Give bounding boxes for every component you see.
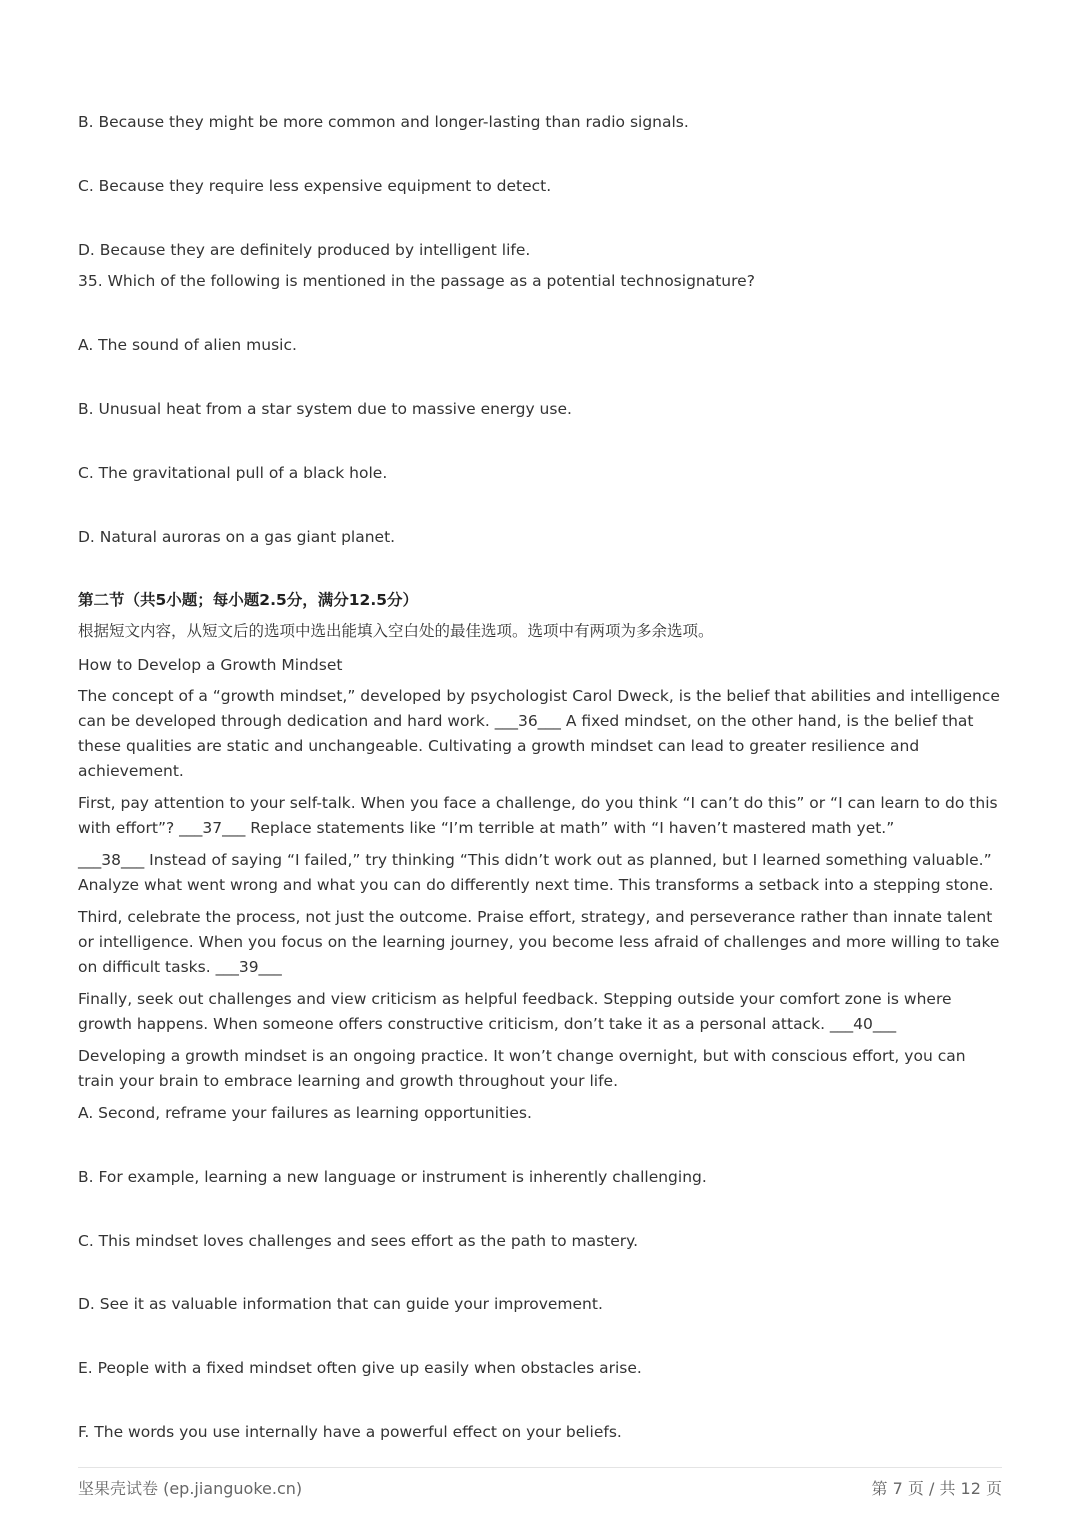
section2-option-f: F. The words you use internally have a powerful effect on your beliefs. xyxy=(78,1423,622,1441)
section2-option-d: D. See it as valuable information that can guide your improvement. xyxy=(78,1295,603,1313)
q35-option-c: C. The gravitational pull of a black hole. xyxy=(78,464,388,482)
q34-option-c: C. Because they require less expensive equipment to detect. xyxy=(78,177,552,195)
passage-paragraph-4: Third, celebrate the process, not just the outcome. Praise effort, strategy, and perseverance rather than innate talent or intelligence. When you focus on the learning journey, you become less afraid of challenges and more willing to take on difficult tasks. ___39___ xyxy=(78,908,1000,976)
footer-page-number: 第 7 页 / 共 12 页 xyxy=(871,1479,1002,1498)
passage-paragraph-3: ___38___ Instead of saying “I failed,” try thinking “This didn’t work out as planned, but I learned something valuable.” Analyze what went wrong and what you can do differently next time. This transforms a setback into a stepping stone. xyxy=(78,851,994,894)
footer-divider xyxy=(78,1467,1002,1468)
q35-question: 35. Which of the following is mentioned in the passage as a potential technosignature? xyxy=(78,272,755,290)
section2-option-c: C. This mindset loves challenges and sees effort as the path to mastery. xyxy=(78,1232,639,1250)
passage-paragraph-1: The concept of a “growth mindset,” developed by psychologist Carol Dweck, is the belief that abilities and intelligence can be developed through dedication and hard work. ___36___ A fixed mindset, on the other hand, is the belief that these qualities are static and unchangeable. Cultivating a growth mindset can lead to greater resilience and achievement. xyxy=(78,687,1000,780)
passage-paragraph-5: Finally, seek out challenges and view criticism as helpful feedback. Stepping outside your comfort zone is where growth happens. When someone offers constructive criticism, don’t take it as a personal attack. ___40___ xyxy=(78,990,952,1033)
exam-page xyxy=(78,0,1002,1528)
passage-title: How to Develop a Growth Mindset xyxy=(78,656,343,674)
section2-option-b: B. For example, learning a new language or instrument is inherently challenging. xyxy=(78,1168,707,1186)
passage-paragraph-6: Developing a growth mindset is an ongoing practice. It won’t change overnight, but with conscious effort, you can train your brain to embrace learning and growth throughout your life. xyxy=(78,1047,966,1090)
footer-source: 坚果壳试卷 (ep.jianguoke.cn) xyxy=(78,1479,303,1498)
section2-option-e: E. People with a fixed mindset often give up easily when obstacles arise. xyxy=(78,1359,642,1377)
section2-option-a: A. Second, reframe your failures as learning opportunities. xyxy=(78,1104,532,1122)
q35-option-d: D. Natural auroras on a gas giant planet. xyxy=(78,528,396,546)
q34-option-b: B. Because they might be more common and longer-lasting than radio signals. xyxy=(78,113,689,131)
q35-option-b: B. Unusual heat from a star system due to massive energy use. xyxy=(78,400,572,418)
q34-option-d: D. Because they are definitely produced by intelligent life. xyxy=(78,241,531,259)
q35-option-a: A. The sound of alien music. xyxy=(78,336,297,354)
passage-paragraph-2: First, pay attention to your self-talk. When you face a challenge, do you think “I can’t do this” or “I can learn to do this with effort”? ___37___ Replace statements like “I’m terrible at math” with “I haven’t mastered math yet.” xyxy=(78,794,998,837)
section2-heading: 第二节（共5小题；每小题2.5分，满分12.5分） xyxy=(78,591,418,609)
section2-instruction: 根据短文内容，从短文后的选项中选出能填入空白处的最佳选项。选项中有两项为多余选项。 xyxy=(78,622,714,640)
